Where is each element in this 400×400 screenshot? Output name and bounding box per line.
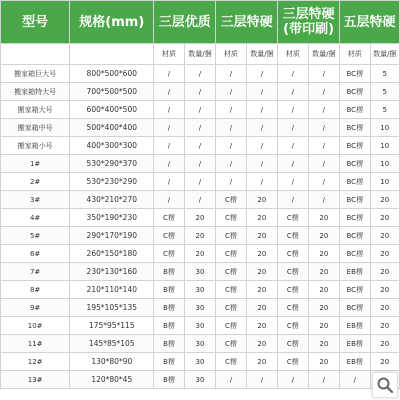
- cell-hard-qty: 20: [246, 335, 278, 353]
- cell-five-layer-material: BC楞: [340, 209, 370, 227]
- cell-spec: 230*130*160: [70, 263, 154, 281]
- cell-hard-material: C楞: [216, 263, 246, 281]
- cell-printed-material: C楞: [278, 281, 308, 299]
- cell-quality-material: /: [154, 173, 184, 191]
- cell-hard-qty: 20: [246, 353, 278, 371]
- subheader-qty: 数量/捆: [246, 44, 278, 65]
- subheader-material: 材质: [216, 44, 246, 65]
- cell-five-layer-material: BC楞: [340, 155, 370, 173]
- table-row: [1, 209, 400, 227]
- cell-model: 13#: [1, 371, 70, 389]
- cell-five-layer-material: BC楞: [340, 227, 370, 245]
- cell-quality-qty: 30: [184, 335, 216, 353]
- cell-five-layer-material: BC楞: [340, 191, 370, 209]
- cell-quality-material: B楞: [154, 353, 184, 371]
- cell-model: 搬家箱大号: [1, 101, 70, 119]
- table-row: [1, 371, 400, 389]
- cell-five-layer-material: BC楞: [340, 65, 370, 83]
- cell-quality-material: B楞: [154, 335, 184, 353]
- cell-printed-qty: 20: [308, 317, 340, 335]
- header-three-layer-hard: 三层特硬: [216, 1, 278, 44]
- subheader-material: 材质: [154, 44, 184, 65]
- cell-printed-qty: 20: [308, 299, 340, 317]
- header-five-layer-hard: 五层特硬: [340, 1, 400, 44]
- cell-spec: 350*190*230: [70, 209, 154, 227]
- cell-hard-qty: /: [246, 137, 278, 155]
- cell-model: 搬家箱中号: [1, 119, 70, 137]
- cell-printed-qty: 20: [308, 353, 340, 371]
- cell-hard-material: /: [216, 155, 246, 173]
- cell-printed-material: /: [278, 155, 308, 173]
- cell-model: 搬家箱特大号: [1, 83, 70, 101]
- cell-five-layer-material: BC楞: [340, 281, 370, 299]
- table-row: [1, 137, 400, 155]
- cell-quality-qty: 30: [184, 317, 216, 335]
- cell-spec: 400*300*300: [70, 137, 154, 155]
- table-row: [1, 227, 400, 245]
- cell-spec: 130*80*90: [70, 353, 154, 371]
- cell-printed-material: /: [278, 119, 308, 137]
- subheader-qty: 数量/捆: [370, 44, 399, 65]
- cell-hard-material: /: [216, 83, 246, 101]
- cell-printed-qty: 20: [308, 227, 340, 245]
- subheader-qty: 数量/捆: [184, 44, 216, 65]
- cell-spec: 260*150*180: [70, 245, 154, 263]
- cell-five-layer-material: BC楞: [340, 299, 370, 317]
- subheader-material: 材质: [278, 44, 308, 65]
- cell-model: 1#: [1, 155, 70, 173]
- table-row: [1, 335, 400, 353]
- cell-quality-qty: /: [184, 155, 216, 173]
- table-row: [1, 245, 400, 263]
- table-row: [1, 173, 400, 191]
- cell-hard-qty: /: [246, 101, 278, 119]
- cell-quality-qty: 30: [184, 299, 216, 317]
- cell-printed-material: C楞: [278, 209, 308, 227]
- cell-model: 4#: [1, 209, 70, 227]
- cell-spec: 600*400*500: [70, 101, 154, 119]
- cell-quality-material: B楞: [154, 299, 184, 317]
- cell-five-layer-qty: 20: [370, 281, 399, 299]
- cell-hard-qty: 20: [246, 317, 278, 335]
- cell-printed-material: C楞: [278, 317, 308, 335]
- cell-five-layer-qty: 10: [370, 137, 399, 155]
- cell-quality-material: /: [154, 83, 184, 101]
- cell-model: 3#: [1, 191, 70, 209]
- header-model: 型号: [1, 1, 70, 44]
- cell-five-layer-qty: 20: [370, 335, 399, 353]
- cell-five-layer-qty: 20: [370, 299, 399, 317]
- cell-printed-qty: /: [308, 371, 340, 389]
- cell-spec: 430*210*270: [70, 191, 154, 209]
- cell-model: 搬家箱小号: [1, 137, 70, 155]
- cell-quality-material: B楞: [154, 371, 184, 389]
- cell-quality-qty: 30: [184, 371, 216, 389]
- cell-five-layer-qty: 10: [370, 155, 399, 173]
- cell-quality-qty: /: [184, 191, 216, 209]
- cell-printed-qty: 20: [308, 335, 340, 353]
- cell-five-layer-material: EB楞: [340, 335, 370, 353]
- cell-hard-material: C楞: [216, 245, 246, 263]
- cell-spec: 145*85*105: [70, 335, 154, 353]
- cell-quality-qty: 30: [184, 281, 216, 299]
- cell-printed-qty: 20: [308, 209, 340, 227]
- zoom-button[interactable]: [372, 372, 398, 398]
- cell-printed-material: /: [278, 83, 308, 101]
- cell-printed-qty: 20: [308, 245, 340, 263]
- cell-quality-qty: /: [184, 119, 216, 137]
- cell-spec: 500*400*400: [70, 119, 154, 137]
- cell-printed-qty: /: [308, 191, 340, 209]
- cell-quality-qty: 20: [184, 245, 216, 263]
- cell-spec: 700*500*500: [70, 83, 154, 101]
- cell-five-layer-qty: 20: [370, 227, 399, 245]
- subheader-material: 材质: [340, 44, 370, 65]
- header-three-layer-hard-printed: 三层特硬 (带印刷): [278, 1, 340, 44]
- cell-printed-material: /: [278, 101, 308, 119]
- cell-quality-qty: 30: [184, 353, 216, 371]
- cell-five-layer-qty: 20: [370, 263, 399, 281]
- cell-quality-qty: /: [184, 83, 216, 101]
- cell-five-layer-material: BC楞: [340, 173, 370, 191]
- cell-quality-qty: 20: [184, 209, 216, 227]
- cell-hard-material: /: [216, 371, 246, 389]
- cell-quality-qty: /: [184, 65, 216, 83]
- cell-quality-material: /: [154, 101, 184, 119]
- cell-quality-material: B楞: [154, 281, 184, 299]
- cell-five-layer-qty: 20: [370, 191, 399, 209]
- cell-hard-material: C楞: [216, 281, 246, 299]
- cell-printed-material: /: [278, 191, 308, 209]
- cell-quality-qty: 30: [184, 263, 216, 281]
- table-row: [1, 299, 400, 317]
- cell-hard-qty: /: [246, 155, 278, 173]
- cell-five-layer-qty: 20: [370, 209, 399, 227]
- subheader-blank: [70, 44, 154, 65]
- cell-quality-qty: /: [184, 173, 216, 191]
- cell-spec: 530*290*370: [70, 155, 154, 173]
- cell-hard-material: C楞: [216, 191, 246, 209]
- cell-five-layer-qty: 20: [370, 245, 399, 263]
- cell-five-layer-qty: 5: [370, 65, 399, 83]
- cell-model: 2#: [1, 173, 70, 191]
- cell-printed-material: C楞: [278, 245, 308, 263]
- magnifier-icon: [376, 376, 394, 394]
- cell-five-layer-qty: 10: [370, 173, 399, 191]
- cell-printed-qty: /: [308, 83, 340, 101]
- cell-quality-material: C楞: [154, 209, 184, 227]
- cell-model: 8#: [1, 281, 70, 299]
- cell-spec: 175*95*115: [70, 317, 154, 335]
- cell-model: 11#: [1, 335, 70, 353]
- cell-hard-material: C楞: [216, 353, 246, 371]
- cell-hard-qty: /: [246, 65, 278, 83]
- cell-five-layer-qty: 5: [370, 83, 399, 101]
- cell-quality-qty: /: [184, 101, 216, 119]
- cell-printed-qty: 20: [308, 281, 340, 299]
- cell-printed-material: C楞: [278, 335, 308, 353]
- table-row: [1, 155, 400, 173]
- cell-hard-material: /: [216, 137, 246, 155]
- header-spec: 规格(mm): [70, 1, 154, 44]
- cell-printed-qty: /: [308, 65, 340, 83]
- cell-model: 7#: [1, 263, 70, 281]
- cell-hard-qty: 20: [246, 281, 278, 299]
- cell-hard-material: /: [216, 101, 246, 119]
- table-row: [1, 353, 400, 371]
- cell-five-layer-qty: 10: [370, 119, 399, 137]
- cell-printed-qty: /: [308, 119, 340, 137]
- cell-model: 12#: [1, 353, 70, 371]
- cell-quality-material: C楞: [154, 245, 184, 263]
- cell-quality-material: B楞: [154, 263, 184, 281]
- header-row: [1, 1, 400, 44]
- cell-model: 5#: [1, 227, 70, 245]
- cell-hard-material: C楞: [216, 209, 246, 227]
- cell-printed-material: C楞: [278, 353, 308, 371]
- table-row: [1, 281, 400, 299]
- cell-printed-material: C楞: [278, 263, 308, 281]
- cell-model: 6#: [1, 245, 70, 263]
- cell-hard-material: C楞: [216, 227, 246, 245]
- cell-hard-qty: /: [246, 371, 278, 389]
- cell-five-layer-material: BC楞: [340, 245, 370, 263]
- cell-quality-material: /: [154, 155, 184, 173]
- cell-hard-qty: /: [246, 119, 278, 137]
- cell-five-layer-material: /: [340, 371, 370, 389]
- table-row: [1, 83, 400, 101]
- cell-hard-qty: 20: [246, 245, 278, 263]
- cell-hard-qty: 20: [246, 263, 278, 281]
- header-three-layer-quality: 三层优质: [154, 1, 216, 44]
- table-row: [1, 191, 400, 209]
- cell-hard-material: C楞: [216, 335, 246, 353]
- table-row: [1, 317, 400, 335]
- cell-quality-material: B楞: [154, 317, 184, 335]
- cell-spec: 800*500*600: [70, 65, 154, 83]
- cell-quality-qty: /: [184, 137, 216, 155]
- subheader-blank: [1, 44, 70, 65]
- table-row: [1, 119, 400, 137]
- cell-five-layer-material: EB楞: [340, 317, 370, 335]
- cell-hard-material: /: [216, 119, 246, 137]
- cell-hard-qty: 20: [246, 227, 278, 245]
- cell-five-layer-material: BC楞: [340, 101, 370, 119]
- cell-model: 9#: [1, 299, 70, 317]
- cell-printed-material: /: [278, 173, 308, 191]
- cell-quality-material: /: [154, 191, 184, 209]
- cell-quality-material: /: [154, 65, 184, 83]
- table-row: [1, 263, 400, 281]
- cell-five-layer-material: EB楞: [340, 263, 370, 281]
- cell-printed-qty: /: [308, 155, 340, 173]
- cell-printed-material: /: [278, 65, 308, 83]
- cell-printed-material: /: [278, 371, 308, 389]
- cell-quality-material: C楞: [154, 227, 184, 245]
- subheader-qty: 数量/捆: [308, 44, 340, 65]
- cell-hard-material: C楞: [216, 299, 246, 317]
- cell-printed-qty: /: [308, 137, 340, 155]
- cell-five-layer-qty: 20: [370, 317, 399, 335]
- cell-spec: 290*170*190: [70, 227, 154, 245]
- cell-hard-qty: /: [246, 173, 278, 191]
- subheader-row: [1, 44, 400, 65]
- cell-quality-material: /: [154, 119, 184, 137]
- cell-quality-material: /: [154, 137, 184, 155]
- cell-printed-material: C楞: [278, 227, 308, 245]
- cell-printed-material: C楞: [278, 299, 308, 317]
- cell-hard-material: /: [216, 65, 246, 83]
- cell-printed-qty: 20: [308, 263, 340, 281]
- cell-printed-qty: /: [308, 101, 340, 119]
- cell-spec: 195*105*135: [70, 299, 154, 317]
- cell-hard-material: C楞: [216, 317, 246, 335]
- cell-spec: 120*80*45: [70, 371, 154, 389]
- cell-printed-material: /: [278, 137, 308, 155]
- cell-five-layer-material: BC楞: [340, 83, 370, 101]
- cell-hard-qty: /: [246, 83, 278, 101]
- cell-hard-qty: 20: [246, 191, 278, 209]
- cell-hard-qty: 20: [246, 299, 278, 317]
- cell-quality-qty: 20: [184, 227, 216, 245]
- cell-model: 搬家箱巨大号: [1, 65, 70, 83]
- cell-model: 10#: [1, 317, 70, 335]
- table-row: [1, 101, 400, 119]
- cell-spec: 210*110*140: [70, 281, 154, 299]
- cell-five-layer-qty: 5: [370, 101, 399, 119]
- cell-printed-qty: /: [308, 173, 340, 191]
- cell-five-layer-material: BC楞: [340, 119, 370, 137]
- cell-spec: 530*230*290: [70, 173, 154, 191]
- cell-five-layer-qty: 20: [370, 353, 399, 371]
- cell-five-layer-material: EB楞: [340, 353, 370, 371]
- cell-hard-material: /: [216, 173, 246, 191]
- cell-five-layer-material: BC楞: [340, 137, 370, 155]
- table-row: [1, 65, 400, 83]
- cell-hard-qty: 20: [246, 209, 278, 227]
